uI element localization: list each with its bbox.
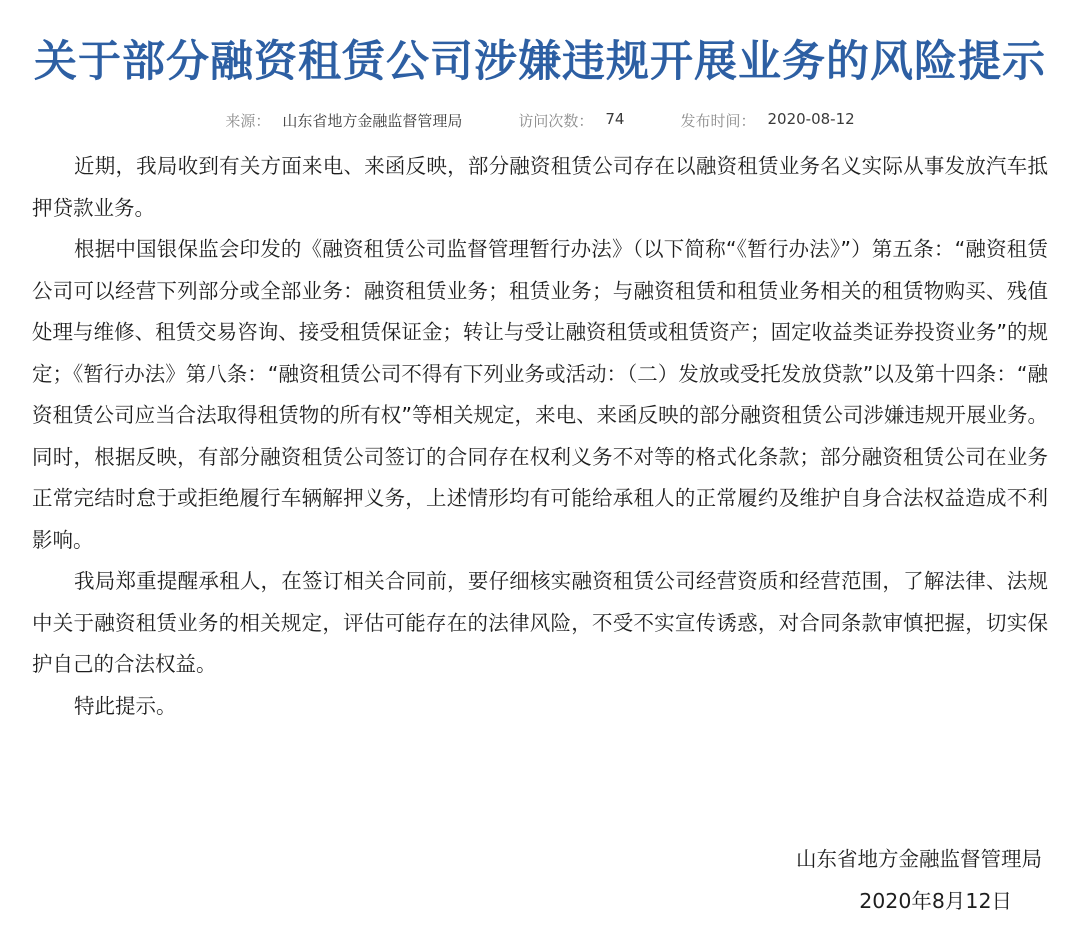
paragraph: 根据中国银保监会印发的《融资租赁公司监督管理暂行办法》（以下简称“《暂行办法》”）第五条：“融资租赁公司可以经营下列部分或全部业务：融资租赁业务；租赁业务；与融资租赁和租赁业务相关的租赁物购买、残值处理与维修、租赁交易咨询、接受租赁保证金；转让与受让融资租赁或租赁资产；固定收益类证券投资业务”的规定；《暂行办法》第八条：“融资租赁公司不得有下列业务或活动：（二）发放或受托发放贷款”以及第十四条：“融资租赁公司应当合法取得租赁物的所有权”等相关规定，来电、来函反映的部分融资租赁公司涉嫌违规开展业务。同时，根据反映，有部分融资租赁公司签订的合同存在权利义务不对等的格式化条款；部分融资租赁公司在业务正常完结时怠于或拒绝履行车辆解押义务，上述情形均有可能给承租人的正常履约及维护自身合法权益造成不利影响。 — [32, 237, 1048, 552]
article-body — [32, 146, 1048, 727]
signature-date: 2020年8月12日 — [859, 889, 1012, 913]
signature-block — [796, 838, 1042, 922]
paragraph: 特此提示。 — [74, 693, 177, 718]
article-title: 关于部分融资租赁公司涉嫌违规开展业务的风险提示 — [34, 37, 1046, 87]
meta-date-value: 2020-08-12 — [767, 109, 855, 128]
meta-visits-label: 访问次数： — [518, 111, 594, 130]
article-meta — [32, 106, 1048, 134]
paragraph: 我局郑重提醒承租人，在签订相关合同前，要仔细核实融资租赁公司经营资质和经营范围，了解法律、法规中关于融资租赁业务的相关规定，评估可能存在的法律风险，不受不实宣传诱惑，对合同条款审慎把握，切实保护自己的合法权益。 — [32, 569, 1048, 676]
meta-source-label: 来源： — [225, 111, 271, 130]
meta-date-label: 发布时间： — [680, 111, 756, 130]
meta-visits — [518, 110, 624, 131]
meta-date — [680, 110, 854, 131]
meta-source — [225, 110, 462, 131]
signature-org: 山东省地方金融监督管理局 — [796, 847, 1042, 871]
paragraph: 近期，我局收到有关方面来电、来函反映，部分融资租赁公司存在以融资租赁业务名义实际从事发放汽车抵押贷款业务。 — [32, 154, 1048, 220]
meta-source-value: 山东省地方金融监督管理局 — [282, 111, 463, 130]
meta-visits-value: 74 — [605, 109, 625, 128]
